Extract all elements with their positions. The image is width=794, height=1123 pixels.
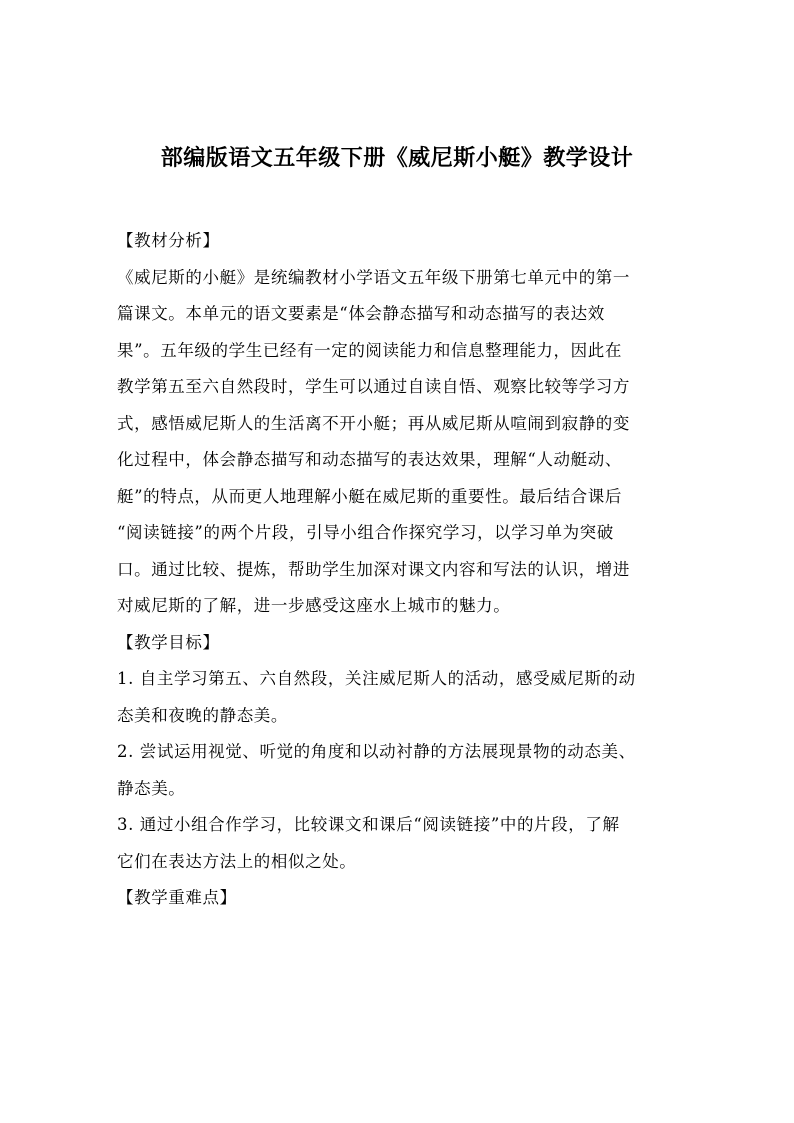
objective-line: 态美和夜晚的静态美。 (117, 705, 288, 725)
paragraph-line: 教学第五至六自然段时，学生可以通过自读自悟、观察比较等学习方 (117, 377, 630, 396)
document-body (117, 223, 677, 917)
section-heading: 【教学目标】 (117, 632, 220, 652)
section-key-difficulties (117, 880, 677, 917)
section-teaching-objectives (117, 625, 677, 881)
objective-line: 3. 通过小组合作学习，比较课文和课后“阅读链接”中的片段，了解 (117, 815, 620, 834)
paragraph-line: “阅读链接”的两个片段，引导小组合作探究学习，以学习单为突破 (117, 523, 614, 542)
section-heading: 【教材分析】 (117, 231, 220, 250)
document-title: 部编版语文五年级下册《威尼斯小艇》教学设计 (160, 146, 634, 171)
section-heading: 【教学重难点】 (117, 888, 237, 907)
objective-line: 静态美。 (117, 778, 186, 798)
paragraph-line: 《威尼斯的小艇》是统编教材小学语文五年级下册第七单元中的第一 (117, 267, 630, 287)
paragraph-line: 艇”的特点，从而更人地理解小艇在威尼斯的重要性。最后结合课后 (117, 486, 622, 506)
paragraph-line: 化过程中，体会静态描写和动态描写的表达效果，理解“人动艇动、 (117, 450, 622, 469)
paragraph-line: 篇课文。本单元的语文要素是“体会静态描写和动态描写的表达效 (117, 304, 605, 323)
objective-line: 它们在表达方法上的相似之处。 (117, 851, 357, 871)
objective-line: 2. 尝试运用视觉、听觉的角度和以动衬静的方法展现景物的动态美、 (117, 742, 636, 761)
paragraph-line: 果”。五年级的学生已经有一定的阅读能力和信息整理能力，因此在 (117, 340, 622, 360)
paragraph-line: 对威尼斯的了解，进一步感受这座水上城市的魅力。 (117, 596, 511, 615)
paragraph-line: 口。通过比较、提炼，帮助学生加深对课文内容和写法的认识，增进 (117, 559, 630, 579)
section-textbook-analysis (117, 223, 677, 625)
paragraph-line: 式，感悟威尼斯人的生活离不开小艇；再从威尼斯从喧闹到寂静的变 (117, 413, 630, 433)
objective-line: 1. 自主学习第五、六自然段，关注威尼斯人的活动，感受威尼斯的动 (117, 669, 636, 688)
